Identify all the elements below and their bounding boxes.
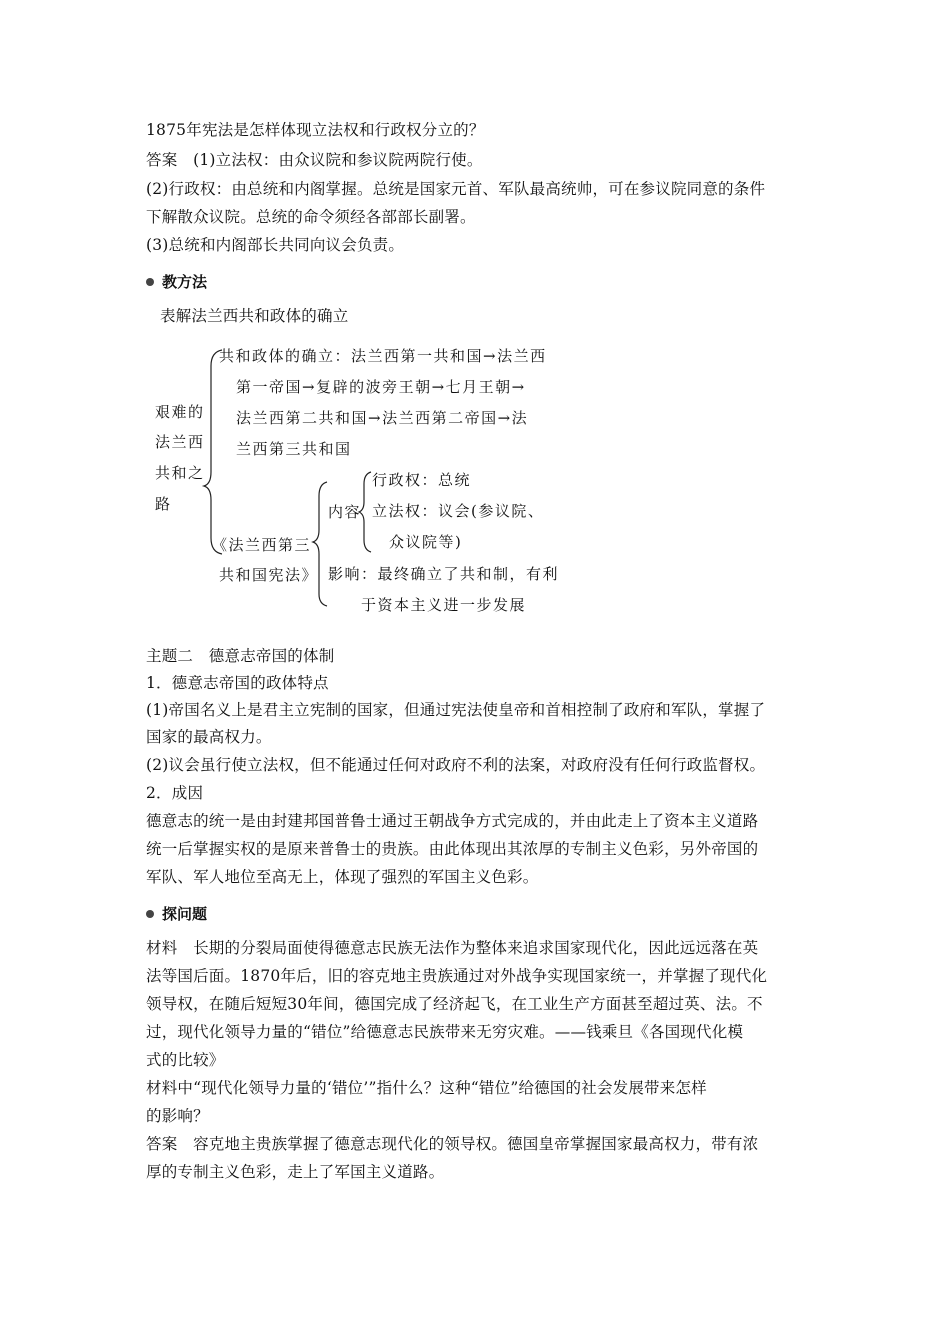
answer-line-1: 答案 (1)立法权：由众议院和参议院两院行使。 [146,151,483,169]
content-item-executive: 行政权：总统 [372,471,472,489]
topic2-title: 主题二 德意志帝国的体制 [146,647,335,665]
root-label-2: 法兰西 [155,433,205,451]
topic2-p1-line-2: 国家的最高权力。 [146,728,272,746]
topic2-p2: (2)议会虽行使立法权，但不能通过任何对政府不利的法案，对政府没有任何行政监督权。 [146,756,766,774]
root-label-3: 共和之 [155,464,205,482]
explore-question-line-1: 材料中“现代化领导力量的‘错位’”指什么？这种“错位”给德国的社会发展带来怎样 [146,1079,707,1097]
section-heading-teach-label: 教方法 [162,273,208,291]
impact-line-2: 于资本主义进一步发展 [361,596,527,614]
branch1-line-1: 共和政体的确立：法兰西第一共和国→法兰西 [219,347,547,365]
material-line-2: 法等国后面。1870年后，旧的容克地主贵族通过对外战争实现国家统一，并掌握了现代化 [146,967,768,985]
topic2-reason-line-3: 军队、军人地位至高无上，体现了强烈的军国主义色彩。 [146,868,539,886]
topic2-p1-line-1: (1)帝国名义上是君主立宪制的国家，但通过宪法使皇帝和首相控制了政府和军队，掌握了 [146,701,766,719]
topic2-reason-line-1: 德意志的统一是由封建邦国普鲁士通过王朝战争方式完成的，并由此走上了资本主义道路 [146,812,759,830]
branch1-line-2: 第一帝国→复辟的波旁王朝→七月王朝→ [236,378,526,396]
constitution-brace [313,482,327,606]
topic2-heading-2: 2．成因 [146,784,204,802]
impact-line-1: 影响：最终确立了共和制，有利 [328,565,560,583]
section-heading-explore-label: 探问题 [162,905,208,923]
section-heading-explore [146,904,207,924]
main-brace [204,350,222,554]
content-item-legislative: 立法权：议会(参议院、 [372,502,545,520]
content-label: 内容 [328,503,362,521]
content-item-legislative-cont: 众议院等) [389,533,463,551]
bullet-icon [146,910,154,918]
explore-answer-line-2: 厚的专制主义色彩，走上了军国主义道路。 [146,1163,445,1181]
material-line-1: 材料 长期的分裂局面使得德意志民族无法作为整体来追求国家现代化，因此远远落在英 [146,939,759,957]
constitution-label-1: 《法兰西第三 [212,536,312,554]
answer-line-4: (3)总统和内阁部长共同向议会负责。 [146,236,405,254]
constitution-label-2: 共和国宪法》 [219,566,319,584]
topic2-reason-line-2: 统一后掌握实权的是原来普鲁士的贵族。由此体现出其浓厚的专制主义色彩，另外帝国的 [146,840,759,858]
material-line-4: 过，现代化领导力量的“错位”给德意志民族带来无穷灾难。——钱乘旦《各国现代化模 [146,1023,744,1041]
explore-question-line-2: 的影响？ [146,1107,209,1125]
root-label-4: 路 [155,495,172,513]
diagram-caption: 表解法兰西共和政体的确立 [160,307,349,325]
explore-answer-line-1: 答案 容克地主贵族掌握了德意志现代化的领导权。德国皇帝掌握国家最高权力，带有浓 [146,1135,759,1153]
answer-line-2: (2)行政权：由总统和内阁掌握。总统是国家元首、军队最高统帅，可在参议院同意的条件 [146,180,766,198]
question-1875-constitution: 1875年宪法是怎样体现立法权和行政权分立的？ [146,121,485,139]
branch1-line-4: 兰西第三共和国 [236,440,352,458]
material-line-5: 式的比较》 [146,1051,225,1069]
answer-line-3: 下解散众议院。总统的命令须经各部部长副署。 [146,208,476,226]
branch1-line-3: 法兰西第二共和国→法兰西第二帝国→法 [236,409,529,427]
material-line-3: 领导权，在随后短短30年间，德国完成了经济起飞，在工业生产方面甚至超过英、法。不 [146,995,763,1013]
root-label-1: 艰难的 [155,403,205,421]
topic2-heading-1: 1．德意志帝国的政体特点 [146,674,329,692]
